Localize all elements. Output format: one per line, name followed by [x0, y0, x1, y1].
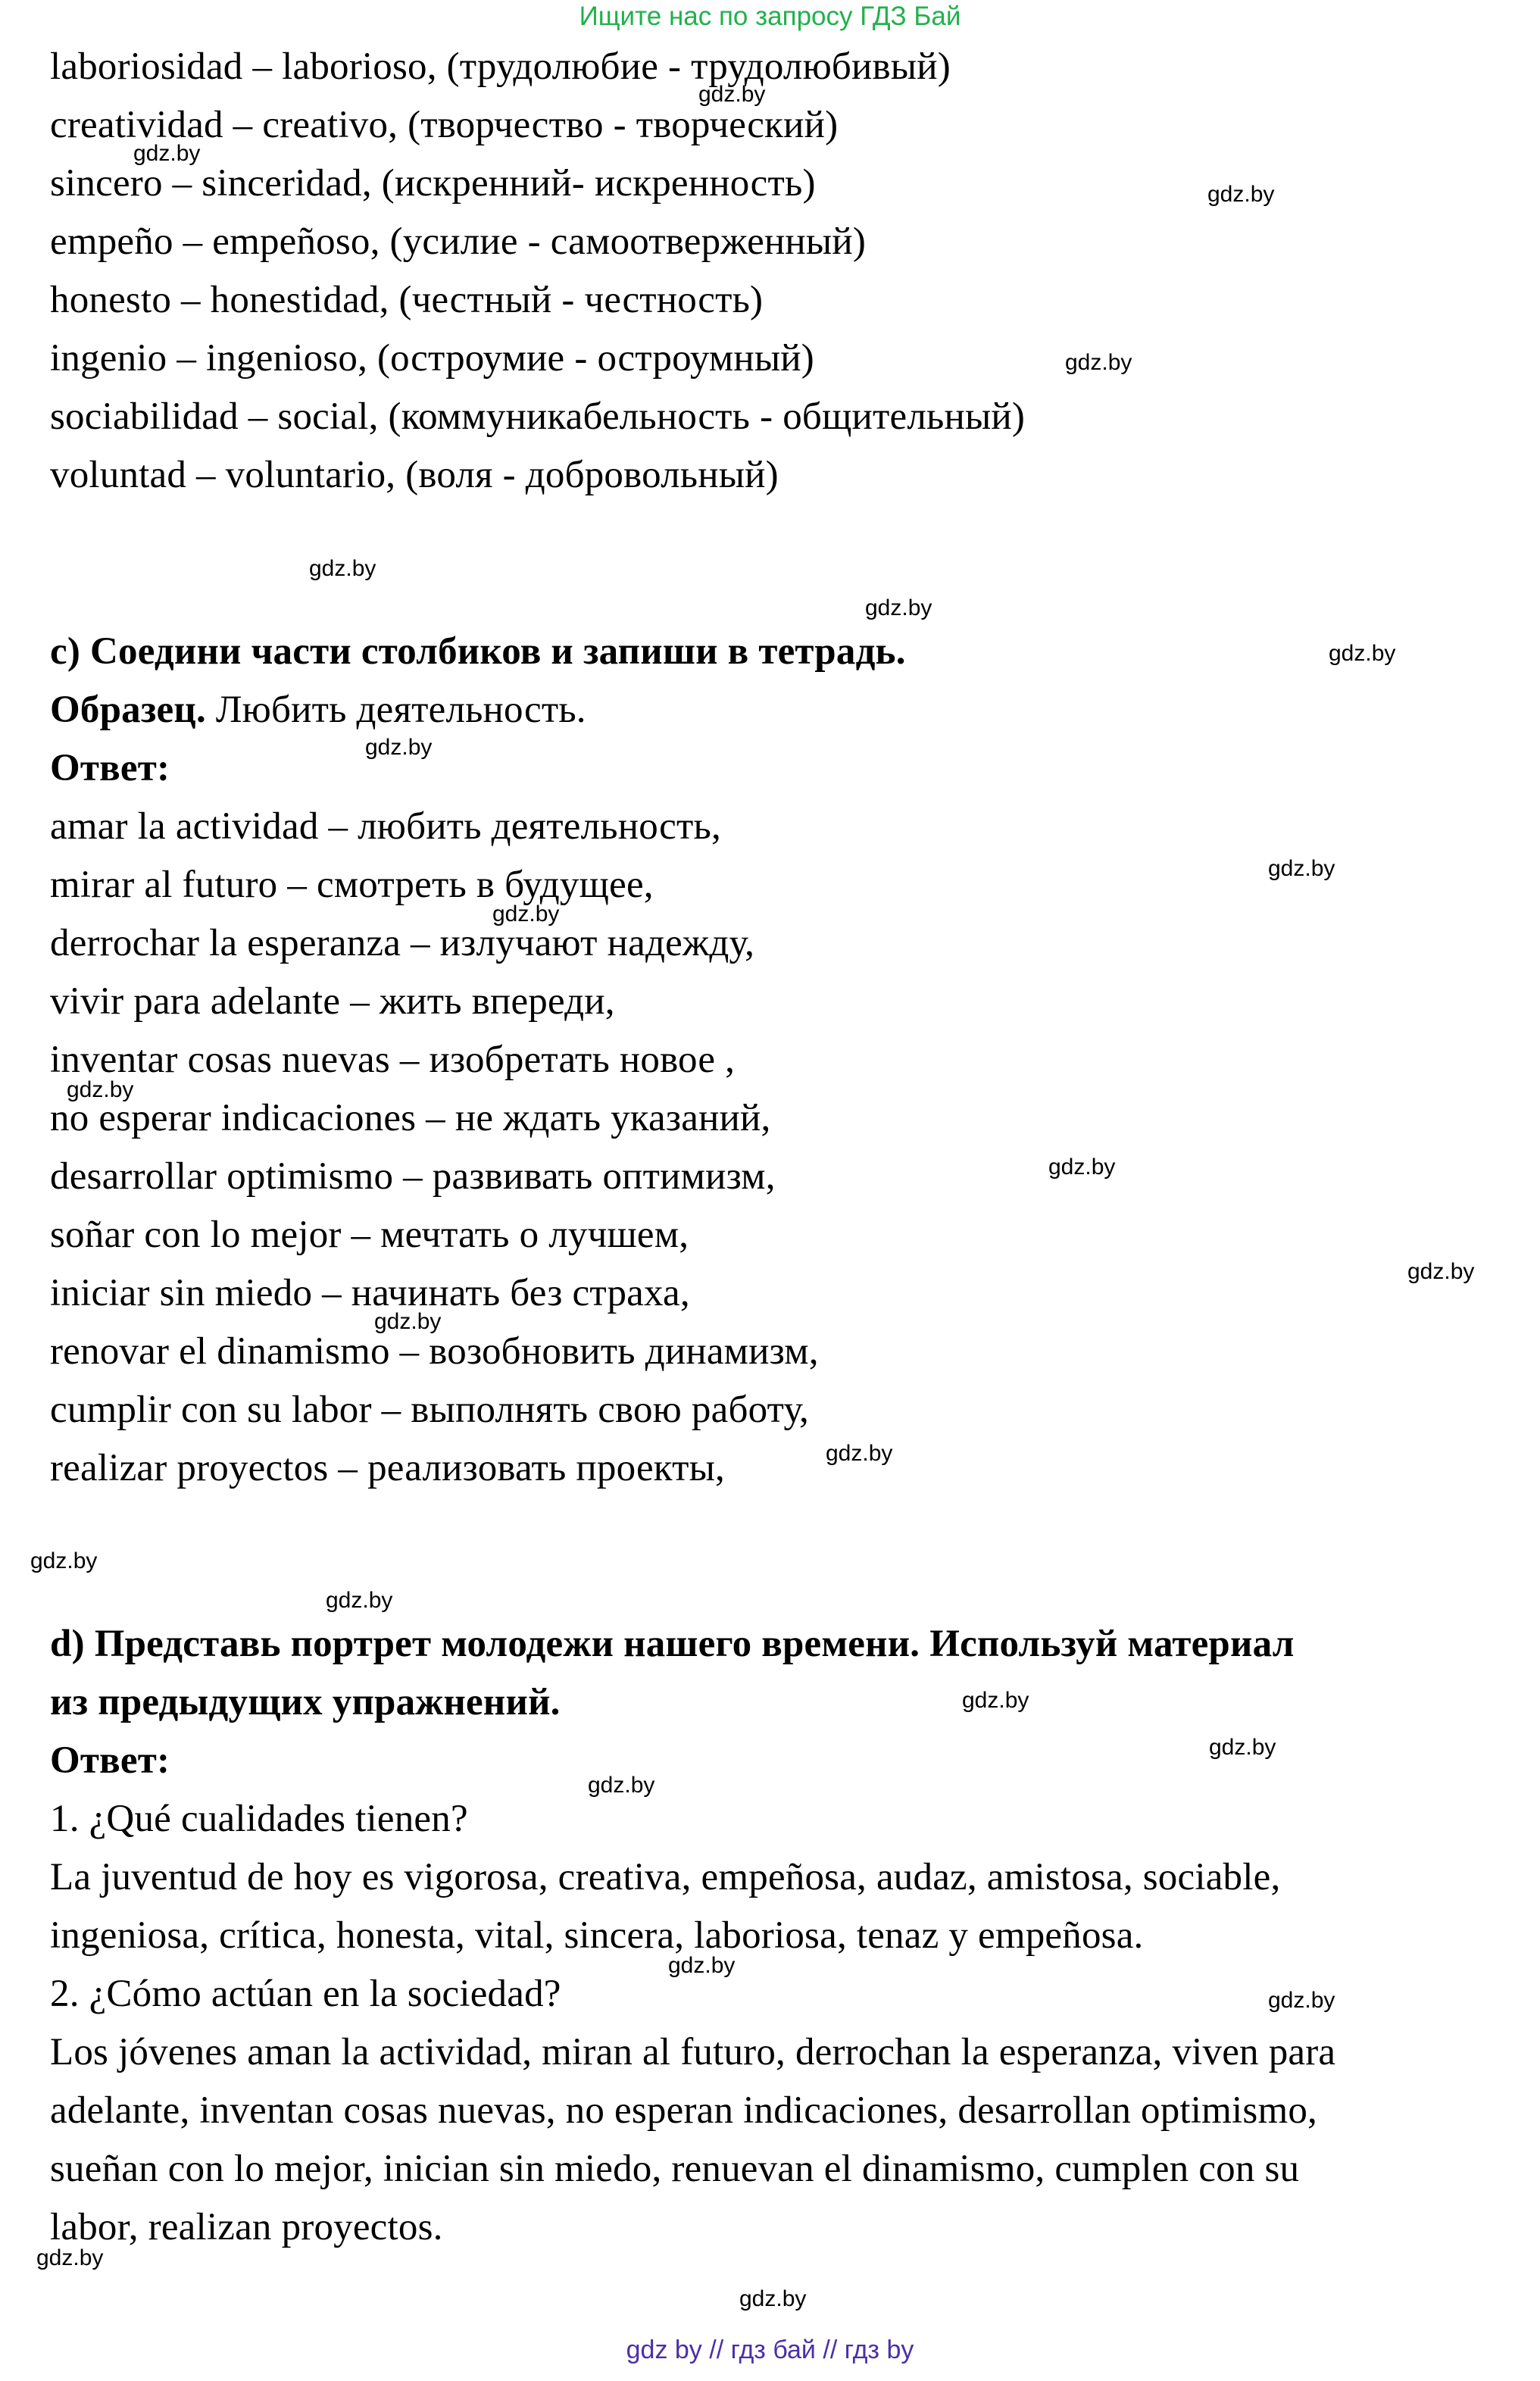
answer-line: cumplir con su labor – выполнять свою работу, — [50, 1389, 810, 1431]
answer-line: honesto – honestidad, (честный - честность) — [50, 279, 764, 321]
answer-line: iniciar sin miedo – начинать без страха, — [50, 1272, 690, 1314]
answer-label-c: Ответ: — [50, 747, 170, 789]
answer-line: amar la actividad – любить деятельность, — [50, 805, 721, 848]
answer-line: creatividad – creativo, (творчество - творческий) — [50, 104, 839, 146]
answer-line: 1. ¿Qué cualidades tienen? — [50, 1798, 468, 1840]
answer-line: voluntad – voluntario, (воля - добровольный) — [50, 454, 779, 496]
watermark: gdz.by — [865, 595, 932, 620]
watermark: gdz.by — [492, 901, 560, 926]
example-text: Любить деятельность. — [205, 689, 586, 731]
watermark: gdz.by — [962, 1688, 1029, 1713]
watermark: gdz.by — [67, 1077, 134, 1102]
answer-line: mirar al futuro – смотреть в будущее, — [50, 864, 654, 906]
answer-line: renovar el dinamismo – возобновить динамизм, — [50, 1330, 819, 1373]
answer-line: no esperar indicaciones – не ждать указаний, — [50, 1097, 771, 1139]
search-hint-link[interactable]: Ищите нас по запросу ГДЗ Бай — [579, 2, 961, 31]
example-label: Образец. — [50, 689, 206, 731]
watermark: gdz.by — [668, 1953, 736, 1978]
watermark: gdz.by — [1268, 1988, 1335, 2013]
watermark: gdz.by — [1407, 1259, 1475, 1284]
watermark: gdz.by — [698, 82, 766, 107]
watermark: gdz.by — [1065, 350, 1132, 375]
watermark: gdz.by — [1329, 641, 1396, 666]
answer-line: soñar con lo mejor – мечтать о лучшем, — [50, 1214, 689, 1256]
answer-line: sincero – sinceridad, (искренний- искренность) — [50, 162, 816, 205]
answer-line: labor, realizan proyectos. — [50, 2206, 443, 2248]
task-heading-c: c) Соедини части столбиков и запиши в тетрадь. — [50, 630, 906, 673]
answer-line: empeño – empeñoso, (усилие - самоотверженный) — [50, 220, 867, 263]
answer-line: sociabilidad – social, (коммуникабельность - общительный) — [50, 395, 1026, 438]
watermark: gdz.by — [133, 141, 201, 166]
answer-line: ingenio – ingenioso, (остроумие - остроумный) — [50, 337, 814, 380]
answer-line: La juventud de hoy es vigorosa, creativa, empeñosa, audaz, amistosa, sociable, — [50, 1856, 1281, 1898]
watermark: gdz.by — [309, 556, 376, 581]
watermark: gdz.by — [365, 735, 433, 760]
answer-line: adelante, inventan cosas nuevas, no esperan indicaciones, desarrollan optimismo, — [50, 2089, 1317, 2132]
answer-line: laboriosidad – laborioso, (трудолюбие - трудолюбивый) — [50, 45, 951, 88]
task-heading-d-line2: из предыдущих упражнений. — [50, 1681, 561, 1723]
watermark: gdz.by — [36, 2245, 104, 2270]
task-heading-d-line1: d) Представь портрет молодежи нашего времени. Используй материал — [50, 1623, 1295, 1665]
answer-line: inventar cosas nuevas – изобретать новое , — [50, 1039, 736, 1081]
watermark: gdz.by — [1268, 856, 1335, 881]
answer-line: realizar proyectos – реализовать проекты, — [50, 1447, 725, 1489]
answer-line: desarrollar optimismo – развивать оптимизм, — [50, 1155, 776, 1198]
example-line — [50, 687, 586, 733]
watermark: gdz.by — [826, 1441, 893, 1466]
watermark: gdz.by — [588, 1773, 655, 1798]
watermark: gdz.by — [1209, 1735, 1276, 1760]
answer-line: sueñan con lo mejor, inician sin miedo, renuevan el dinamismo, cumplen con su — [50, 2148, 1300, 2190]
answer-line: 2. ¿Cómo actúan en la sociedad? — [50, 1973, 561, 2015]
answer-line: ingeniosa, crítica, honesta, vital, sincera, laboriosa, tenaz y empeñosa. — [50, 1914, 1144, 1957]
watermark: gdz.by — [326, 1588, 393, 1613]
watermark: gdz.by — [739, 2286, 807, 2311]
answer-label-d: Ответ: — [50, 1739, 170, 1782]
answer-line: Los jóvenes aman la actividad, miran al futuro, derrochan la esperanza, viven para — [50, 2031, 1336, 2073]
answer-line: vivir para adelante – жить впереди, — [50, 980, 615, 1023]
watermark: gdz.by — [1048, 1155, 1116, 1180]
footer-links[interactable]: gdz by // гдз бай // гдз by — [626, 2336, 914, 2364]
watermark: gdz.by — [30, 1548, 98, 1573]
answer-line: derrochar la esperanza – излучают надежду, — [50, 922, 755, 964]
watermark: gdz.by — [374, 1309, 442, 1334]
watermark: gdz.by — [1207, 182, 1275, 207]
